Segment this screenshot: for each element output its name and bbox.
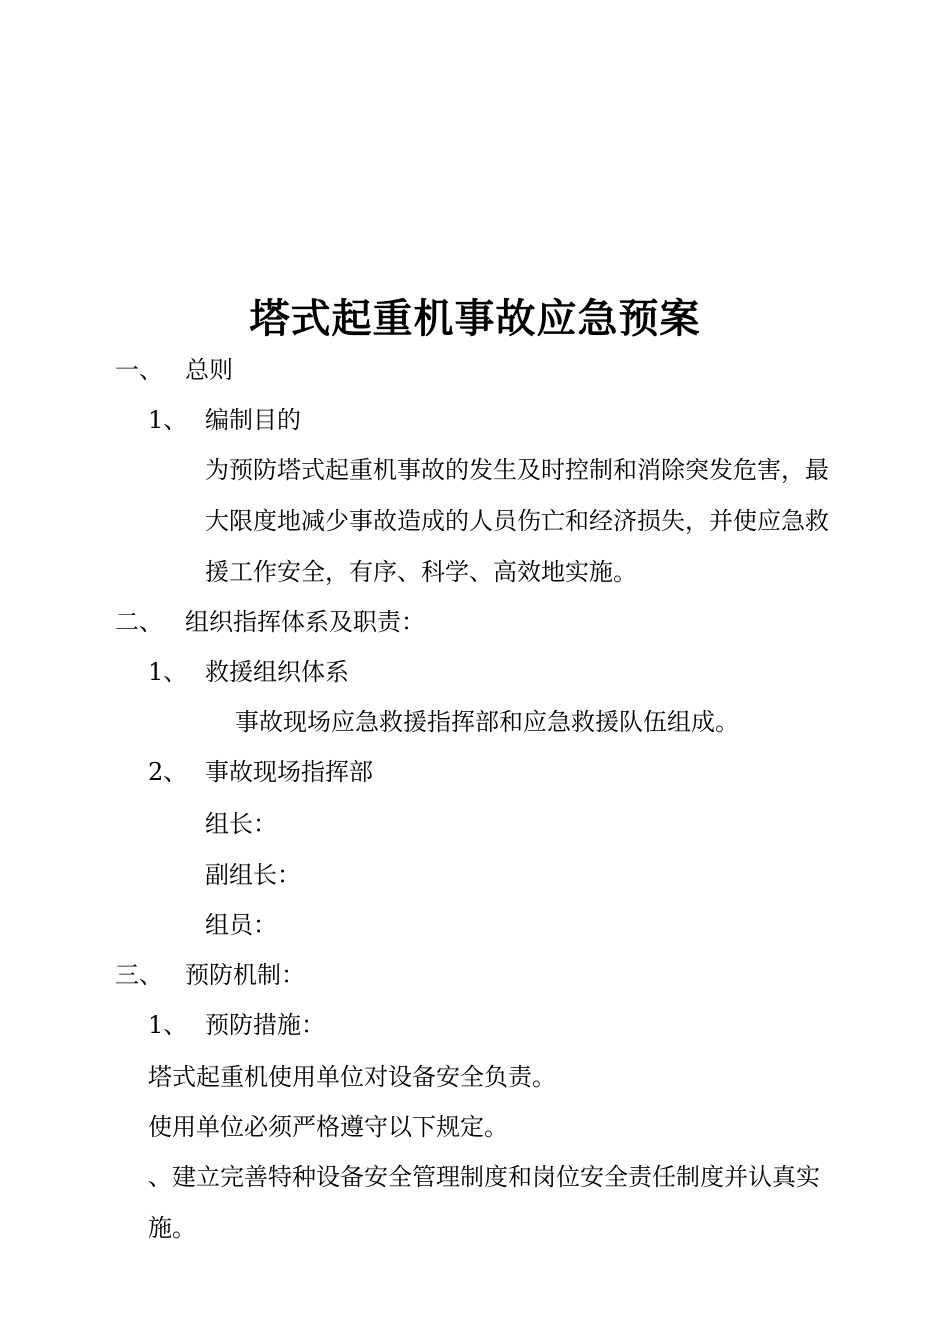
subsection-heading: 救援组织体系 bbox=[205, 658, 349, 686]
document-title: 塔式起重机事故应急预案 bbox=[249, 295, 701, 342]
subsection-number: 1、 bbox=[148, 658, 188, 686]
section-heading: 组织指挥体系及职责： bbox=[185, 608, 425, 636]
purpose-paragraph bbox=[205, 445, 865, 598]
subsection-number: 2、 bbox=[148, 758, 188, 786]
role-deputy-leader: 副组长： bbox=[205, 861, 301, 889]
role-leader: 组长： bbox=[205, 810, 277, 838]
subsection-heading: 预防措施： bbox=[205, 1011, 325, 1039]
section-number: 三、 bbox=[115, 961, 163, 989]
subsection-number: 1、 bbox=[148, 406, 188, 434]
body-text: 塔式起重机使用单位对设备安全负责。 bbox=[148, 1063, 556, 1091]
subsection-number: 1、 bbox=[148, 1011, 188, 1039]
paragraph-line: 为预防塔式起重机事故的发生及时控制和消除突发危害，最 bbox=[205, 456, 829, 484]
body-text: 施。 bbox=[148, 1214, 196, 1242]
paragraph-line: 援工作安全，有序、科学、高效地实施。 bbox=[205, 558, 637, 586]
section-number: 二、 bbox=[115, 608, 163, 636]
paragraph-line: 大限度地减少事故造成的人员伤亡和经济损失，并使应急救 bbox=[205, 507, 829, 535]
subsection-heading: 事故现场指挥部 bbox=[205, 758, 373, 786]
section-heading: 总则 bbox=[185, 356, 233, 384]
body-text: 事故现场应急救援指挥部和应急救援队伍组成。 bbox=[235, 708, 739, 736]
subsection-heading: 编制目的 bbox=[205, 406, 301, 434]
role-member: 组员： bbox=[205, 911, 277, 939]
body-text: 使用单位必须严格遵守以下规定。 bbox=[148, 1113, 508, 1141]
section-heading: 预防机制： bbox=[185, 961, 305, 989]
section-number: 一、 bbox=[115, 356, 163, 384]
body-text: 、建立完善特种设备安全管理制度和岗位安全责任制度并认真实 bbox=[148, 1163, 820, 1191]
